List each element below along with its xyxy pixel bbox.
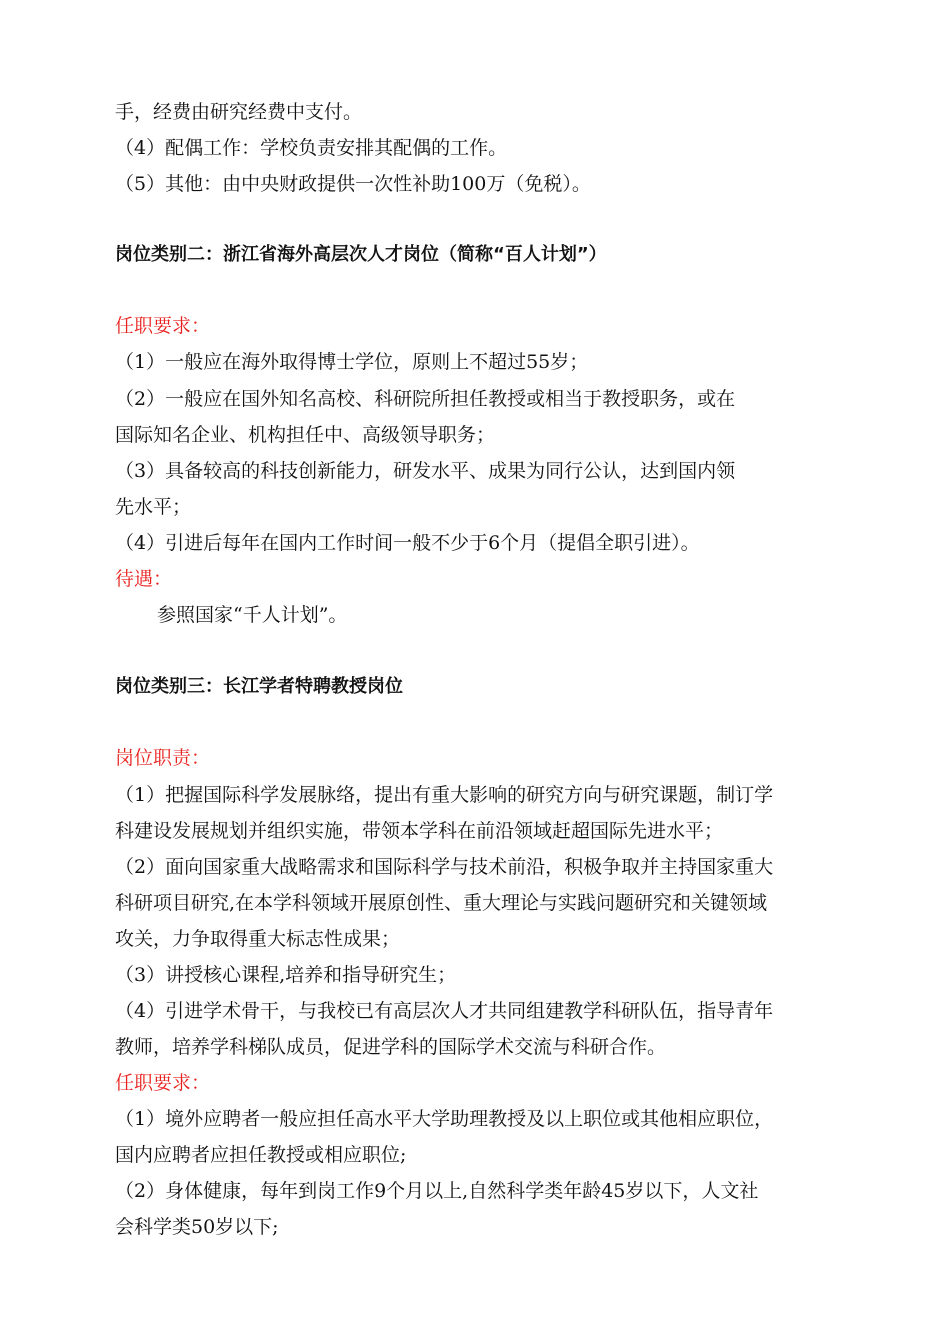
list-item: （2）身体健康，每年到岗工作9个月以上,自然科学类年龄45岁以下，人文社 [115, 1180, 759, 1202]
paragraph-line: （5）其他：由中央财政提供一次性补助100万（免税）。 [115, 173, 591, 195]
list-item: （1）境外应聘者一般应担任高水平大学助理教授及以上职位或其他相应职位， [115, 1108, 774, 1130]
list-item: （4）引进后每年在国内工作时间一般不少于6个月（提倡全职引进）。 [115, 532, 700, 554]
list-item: （3）具备较高的科技创新能力，研发水平、成果为同行公认，达到国内领 [115, 460, 736, 482]
list-item: 教师，培养学科梯队成员，促进学科的国际学术交流与科研合作。 [115, 1036, 667, 1058]
list-item: （1）一般应在海外取得博士学位，原则上不超过55岁； [115, 351, 589, 373]
section-label: 任职要求： [115, 315, 211, 337]
list-item: 会科学类50岁以下; [115, 1216, 279, 1238]
list-item: 科建设发展规划并组织实施，带领本学科在前沿领域赶超国际先进水平； [115, 820, 724, 842]
paragraph-line: （4）配偶工作：学校负责安排其配偶的工作。 [115, 137, 508, 159]
list-item: （3）讲授核心课程,培养和指导研究生； [115, 964, 457, 986]
list-item: 科研项目研究,在本学科领域开展原创性、重大理论与实践问题研究和关键领域 [115, 892, 768, 914]
list-item: （4）引进学术骨干，与我校已有高层次人才共同组建教学科研队伍，指导青年 [115, 1000, 774, 1022]
list-item: 国内应聘者应担任教授或相应职位; [115, 1144, 407, 1166]
list-item: （1）把握国际科学发展脉络，提出有重大影响的研究方向与研究课题，制订学 [115, 784, 774, 806]
paragraph-line: 手，经费由研究经费中支付。 [115, 101, 363, 123]
list-item: 攻关，力争取得重大标志性成果； [115, 928, 401, 950]
section-label: 任职要求： [115, 1072, 211, 1094]
list-item: 国际知名企业、机构担任中、高级领导职务； [115, 424, 496, 446]
list-item: （2）一般应在国外知名高校、科研院所担任教授或相当于教授职务，或在 [115, 388, 736, 410]
section-heading: 岗位类别二：浙江省海外高层次人才岗位（简称“百人计划”） [115, 244, 607, 265]
section-label: 岗位职责： [115, 747, 211, 769]
paragraph-line: 参照国家“千人计划”。 [157, 604, 348, 626]
list-item: （2）面向国家重大战略需求和国际科学与技术前沿，积极争取并主持国家重大 [115, 856, 774, 878]
list-item: 先水平； [115, 496, 192, 518]
section-label: 待遇： [115, 568, 173, 590]
section-heading: 岗位类别三：长江学者特聘教授岗位 [115, 676, 403, 697]
